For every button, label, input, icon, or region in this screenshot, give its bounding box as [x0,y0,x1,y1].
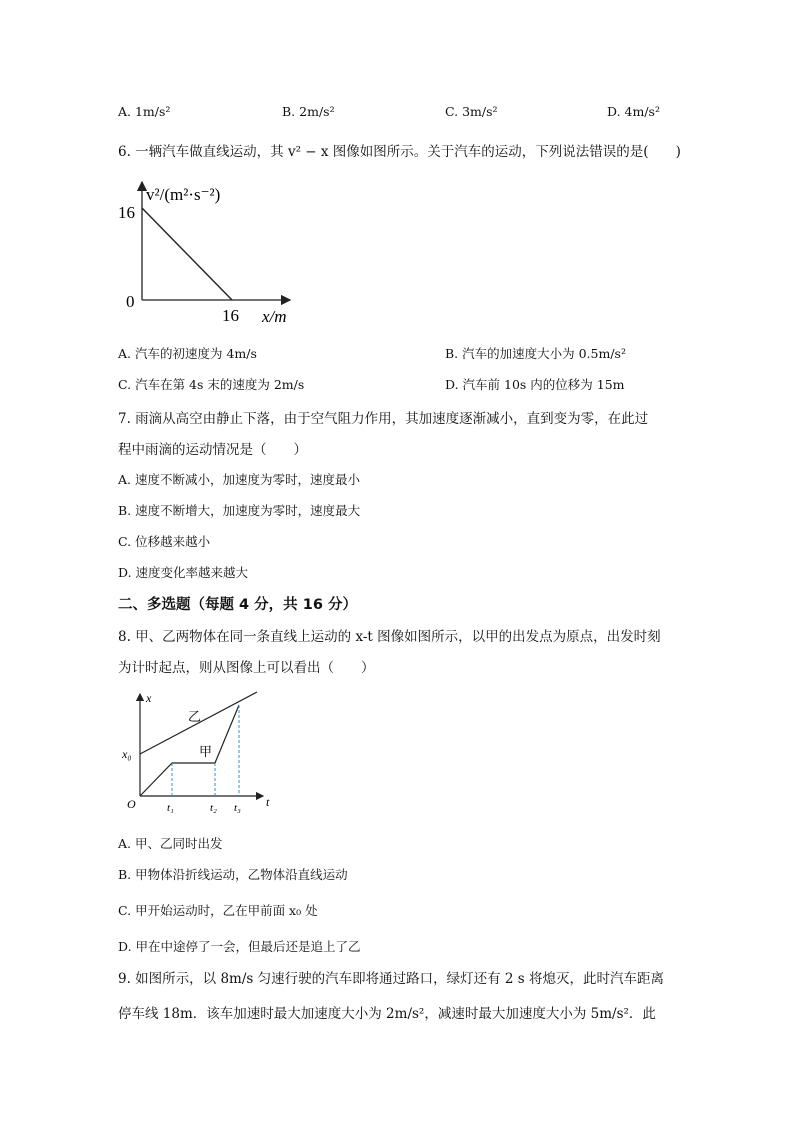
q8-y-label: x [146,691,152,705]
q6-option-b: B. 汽车的加速度大小为 0.5m/s² [445,346,626,361]
q6-option-a: A. 汽车的初速度为 4m/s [118,346,257,361]
q8-yi-label: 乙 [188,709,202,724]
q6-data-line [142,208,232,300]
q7-stem-line2: 程中雨滴的运动情况是（ ） [118,442,307,458]
q6-stem: 6. 一辆汽车做直线运动，其 v² − x 图像如图所示。关于汽车的运动，下列说法错误的是( ) [118,144,681,160]
q7-option-c: C. 位移越来越小 [118,534,211,549]
q6-ylabel: v²/(m²·s⁻²) [146,185,221,204]
q7-option-a: A. 速度不断减小，加速度为零时，速度最小 [118,472,360,487]
q7-stem-line1: 7. 雨滴从高空由静止下落，由于空气阻力作用，其加速度逐渐减小，直到变为零，在此过 [118,411,649,427]
q9-line2: 停车线 18m．该车加速时最大加速度大小为 2m/s²，减速时最大加速度大小为 5m/s²．此 [118,1006,656,1022]
q8-t3-label: t₃ [234,802,241,814]
q5-option-c: C. 3m/s² [445,104,498,119]
q8-option-d: D. 甲在中途停了一会，但最后还是追上了乙 [118,939,361,954]
q8-t2-label: t₂ [210,802,217,814]
q8-option-a: A. 甲、乙同时出发 [118,836,223,851]
q5-option-d: D. 4m/s² [607,104,660,119]
q8-stem-line1: 8. 甲、乙两物体在同一条直线上运动的 x-t 图像如图所示，以甲的出发点为原点，出发时刻 [118,629,661,645]
q8-origin: O [127,797,136,811]
q7-option-b: B. 速度不断增大，加速度为零时，速度最大 [118,503,361,518]
q8-graph [115,688,275,816]
q6-option-d: D. 汽车前 10s 内的位移为 15m [445,377,625,392]
q8-x0-label: x₀ [122,747,132,761]
q8-option-c: C. 甲开始运动时，乙在甲前面 x₀ 处 [118,903,318,918]
q9-line1: 9. 如图所示，以 8m/s 匀速行驶的汽车即将通过路口，绿灯还有 2 s 将熄灭，此时汽车距离 [118,971,665,987]
q6-option-c: C. 汽车在第 4s 末的速度为 2m/s [118,377,305,392]
q8-stem-line2: 为计时起点，则从图像上可以看出（ ） [118,660,375,676]
q7-option-d: D. 速度变化率越来越大 [118,565,249,580]
q6-y-tick: 16 [118,203,135,222]
q6-x-tick: 16 [222,306,239,325]
q8-jia-label: 甲 [199,744,213,759]
section-heading: 二、多选题（每题 4 分，共 16 分） [118,597,357,613]
q8-x-label: t [266,795,270,809]
q6-origin: 0 [126,292,135,311]
q6-graph [110,172,310,332]
q5-option-a: A. 1m/s² [118,104,171,119]
q5-option-b: B. 2m/s² [282,104,335,119]
q6-xlabel: x/m [262,307,287,326]
q8-t1-label: t₁ [167,802,174,814]
q8-option-b: B. 甲物体沿折线运动，乙物体沿直线运动 [118,867,348,882]
